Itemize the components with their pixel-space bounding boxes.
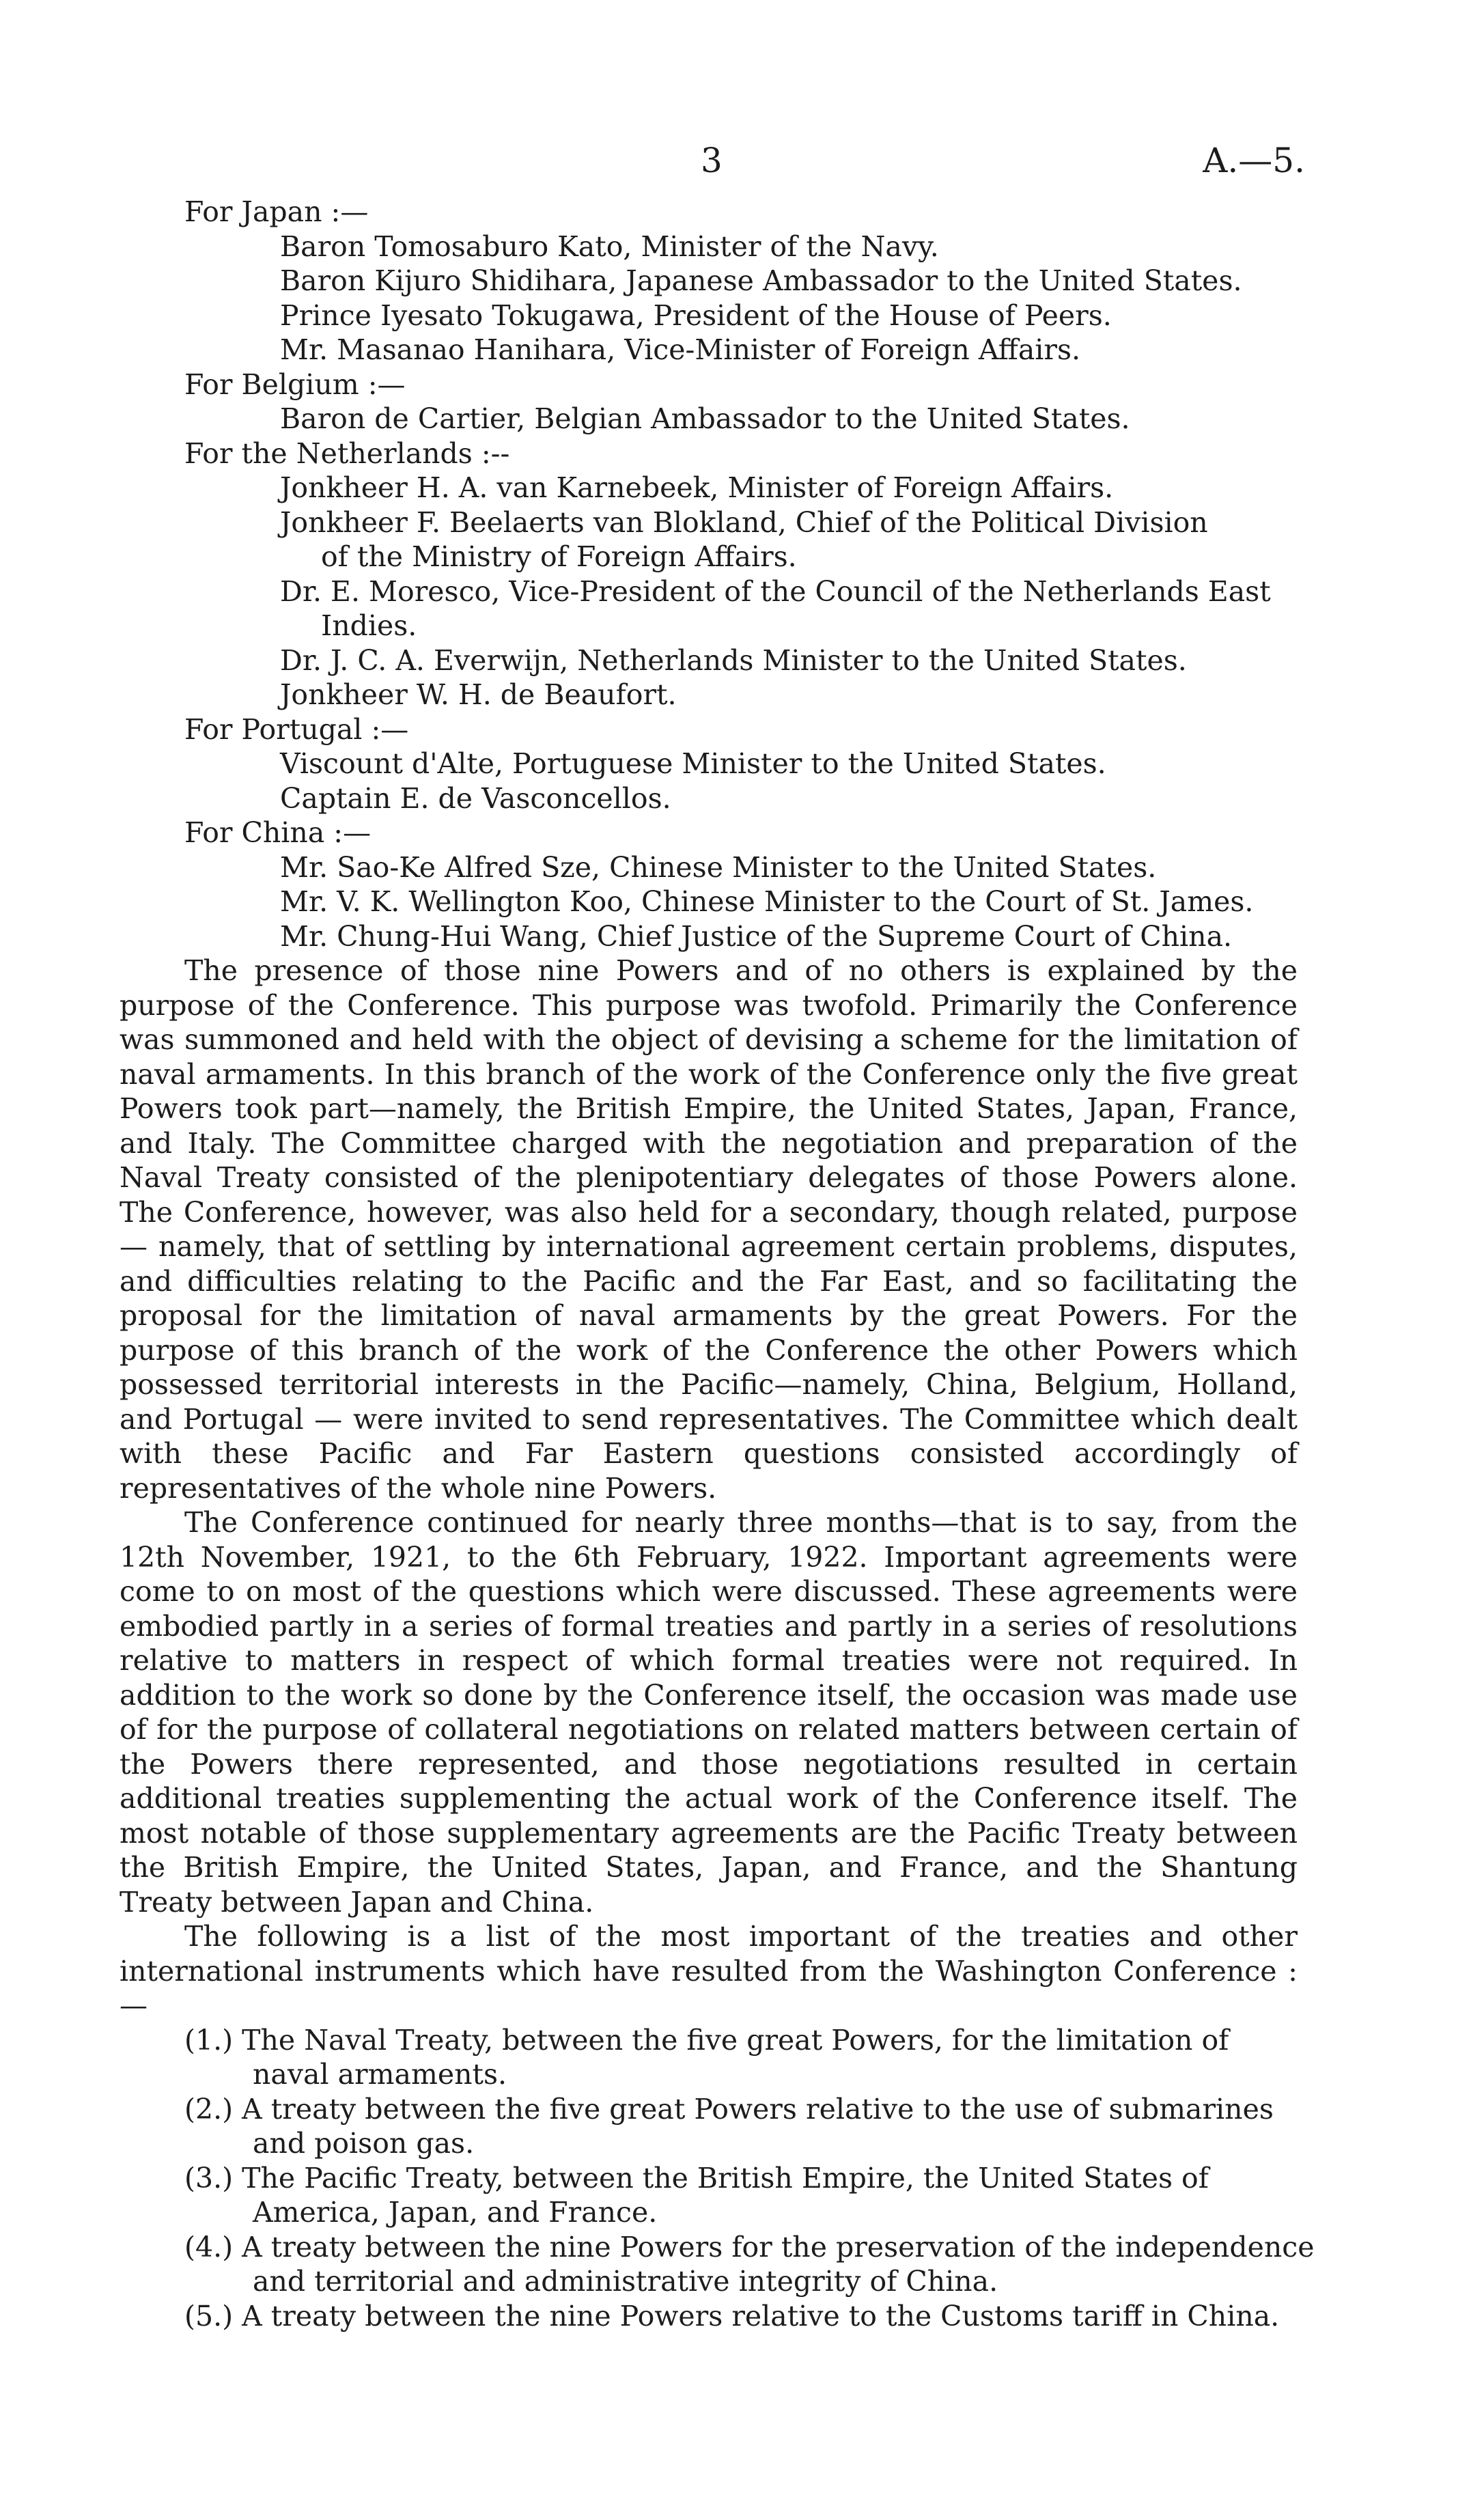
delegation-heading: For China :— — [184, 816, 372, 849]
treaty-list-item: (2.) A treaty between the five great Powers relative to the use of submarines — [184, 2092, 1274, 2126]
delegation-heading: For Belgium :— — [184, 367, 406, 401]
treaty-list-item-continuation: and poison gas. — [253, 2127, 475, 2160]
treaty-list-item: (3.) The Pacific Treaty, between the British Empire, the United States of — [184, 2161, 1209, 2195]
delegate-entry: Captain E. de Vasconcellos. — [280, 781, 671, 815]
delegate-entry: Jonkheer H. A. van Karnebeek, Minister of Foreign Affairs. — [280, 471, 1114, 504]
treaty-list-item-continuation: and territorial and administrative integrity of China. — [253, 2265, 998, 2298]
delegate-entry: Mr. V. K. Wellington Koo, Chinese Minister to the Court of St. James. — [280, 885, 1254, 918]
paragraphs — [120, 953, 1298, 2023]
delegate-entry: Dr. J. C. A. Everwijn, Netherlands Minister to the United States. — [280, 643, 1187, 677]
treaty-list-item: (4.) A treaty between the nine Powers for the preservation of the independence — [184, 2230, 1315, 2264]
delegate-entry: Baron Tomosaburo Kato, Minister of the Navy. — [280, 229, 939, 263]
document-body — [120, 195, 1315, 2333]
body-paragraph: The Conference continued for nearly three months—that is to say, from the 12th November, 1921, to the 6th February, 1922. Important agreements were come to on most of the questions which were discussed. These agreements were embodied partly in a series of formal treaties and partly in a series of resolutions relative to matters in respect of which formal treaties were not required. In addition to the work so done by the Conference itself, the occasion was made use of for the purpose of collateral negotiations on related matters between certain of the Powers there represented, and those negotiations resulted in certain additional treaties supplementing the actual work of the Conference itself. The most notable of those supplementary agreements are the Pacific Treaty between the British Empire, the United States, Japan, and France, and the Shantung Treaty between Japan and China. — [120, 1506, 1298, 1919]
delegate-entry-continuation: Indies. — [321, 609, 417, 642]
treaty-list-item: (5.) A treaty between the nine Powers relative to the Customs tariff in China. — [184, 2299, 1280, 2332]
body-paragraph: The following is a list of the most important of the treaties and other international instruments which have resulted from the Washington Conference :— — [120, 1920, 1298, 2022]
delegate-entry: Mr. Sao-Ke Alfred Sze, Chinese Minister to the United States. — [280, 850, 1157, 884]
delegations-list — [120, 195, 1298, 953]
delegate-entry: Viscount d'Alte, Portuguese Minister to the United States. — [280, 747, 1106, 780]
delegate-entry: Baron Kijuro Shidihara, Japanese Ambassador to the United States. — [280, 264, 1242, 297]
delegate-entry: Jonkheer W. H. de Beaufort. — [280, 678, 677, 711]
body-paragraph: The presence of those nine Powers and of no others is explained by the purpose of the Conference. This purpose was twofold. Primarily the Conference was summoned and held with the object of devising a scheme for the limitation of naval armaments. In this branch of the work of the Conference only the five great Powers took part—namely, the British Empire, the United States, Japan, France, and Italy. The Committee charged with the negotiation and preparation of the Naval Treaty consisted of the plenipotentiary delegates of those Powers alone. The Conference, however, was also held for a secondary, though related, purpose — namely, that of settling by international agreement certain problems, disputes, and difficulties relating to the Pacific and the Far East, and so facilitating the proposal for the limitation of naval armaments by the great Powers. For the purpose of this branch of the work of the Conference the other Powers which possessed territorial interests in the Pacific—namely, China, Belgium, Holland, and Portugal — were invited to send representatives. The Committee which dealt with these Pacific and Far Eastern questions consisted accordingly of representatives of the whole nine Powers. — [120, 954, 1298, 1505]
delegate-entry: Prince Iyesato Tokugawa, President of the House of Peers. — [280, 298, 1112, 332]
delegate-entry: Dr. E. Moresco, Vice-President of the Council of the Netherlands East — [280, 574, 1271, 608]
delegation-heading: For Portugal :— — [184, 712, 409, 746]
document-reference: A.—5. — [1203, 141, 1305, 180]
delegation-heading: For the Netherlands :-- — [184, 436, 510, 470]
treaty-list — [120, 2023, 1315, 2334]
delegate-entry: Baron de Cartier, Belgian Ambassador to the United States. — [280, 402, 1130, 435]
delegate-entry: Jonkheer F. Beelaerts van Blokland, Chief of the Political Division — [280, 505, 1208, 539]
delegate-entry: Mr. Chung-Hui Wang, Chief Justice of the Supreme Court of China. — [280, 919, 1233, 953]
delegation-heading: For Japan :— — [184, 195, 369, 228]
treaty-list-item-continuation: naval armaments. — [253, 2058, 507, 2091]
treaty-list-item: (1.) The Naval Treaty, between the five great Powers, for the limitation of — [184, 2023, 1229, 2057]
delegate-entry: Mr. Masanao Hanihara, Vice-Minister of Foreign Affairs. — [280, 333, 1081, 366]
delegate-entry-continuation: of the Ministry of Foreign Affairs. — [321, 540, 797, 573]
page-number: 3 — [701, 141, 723, 180]
treaty-list-item-continuation: America, Japan, and France. — [253, 2196, 658, 2229]
